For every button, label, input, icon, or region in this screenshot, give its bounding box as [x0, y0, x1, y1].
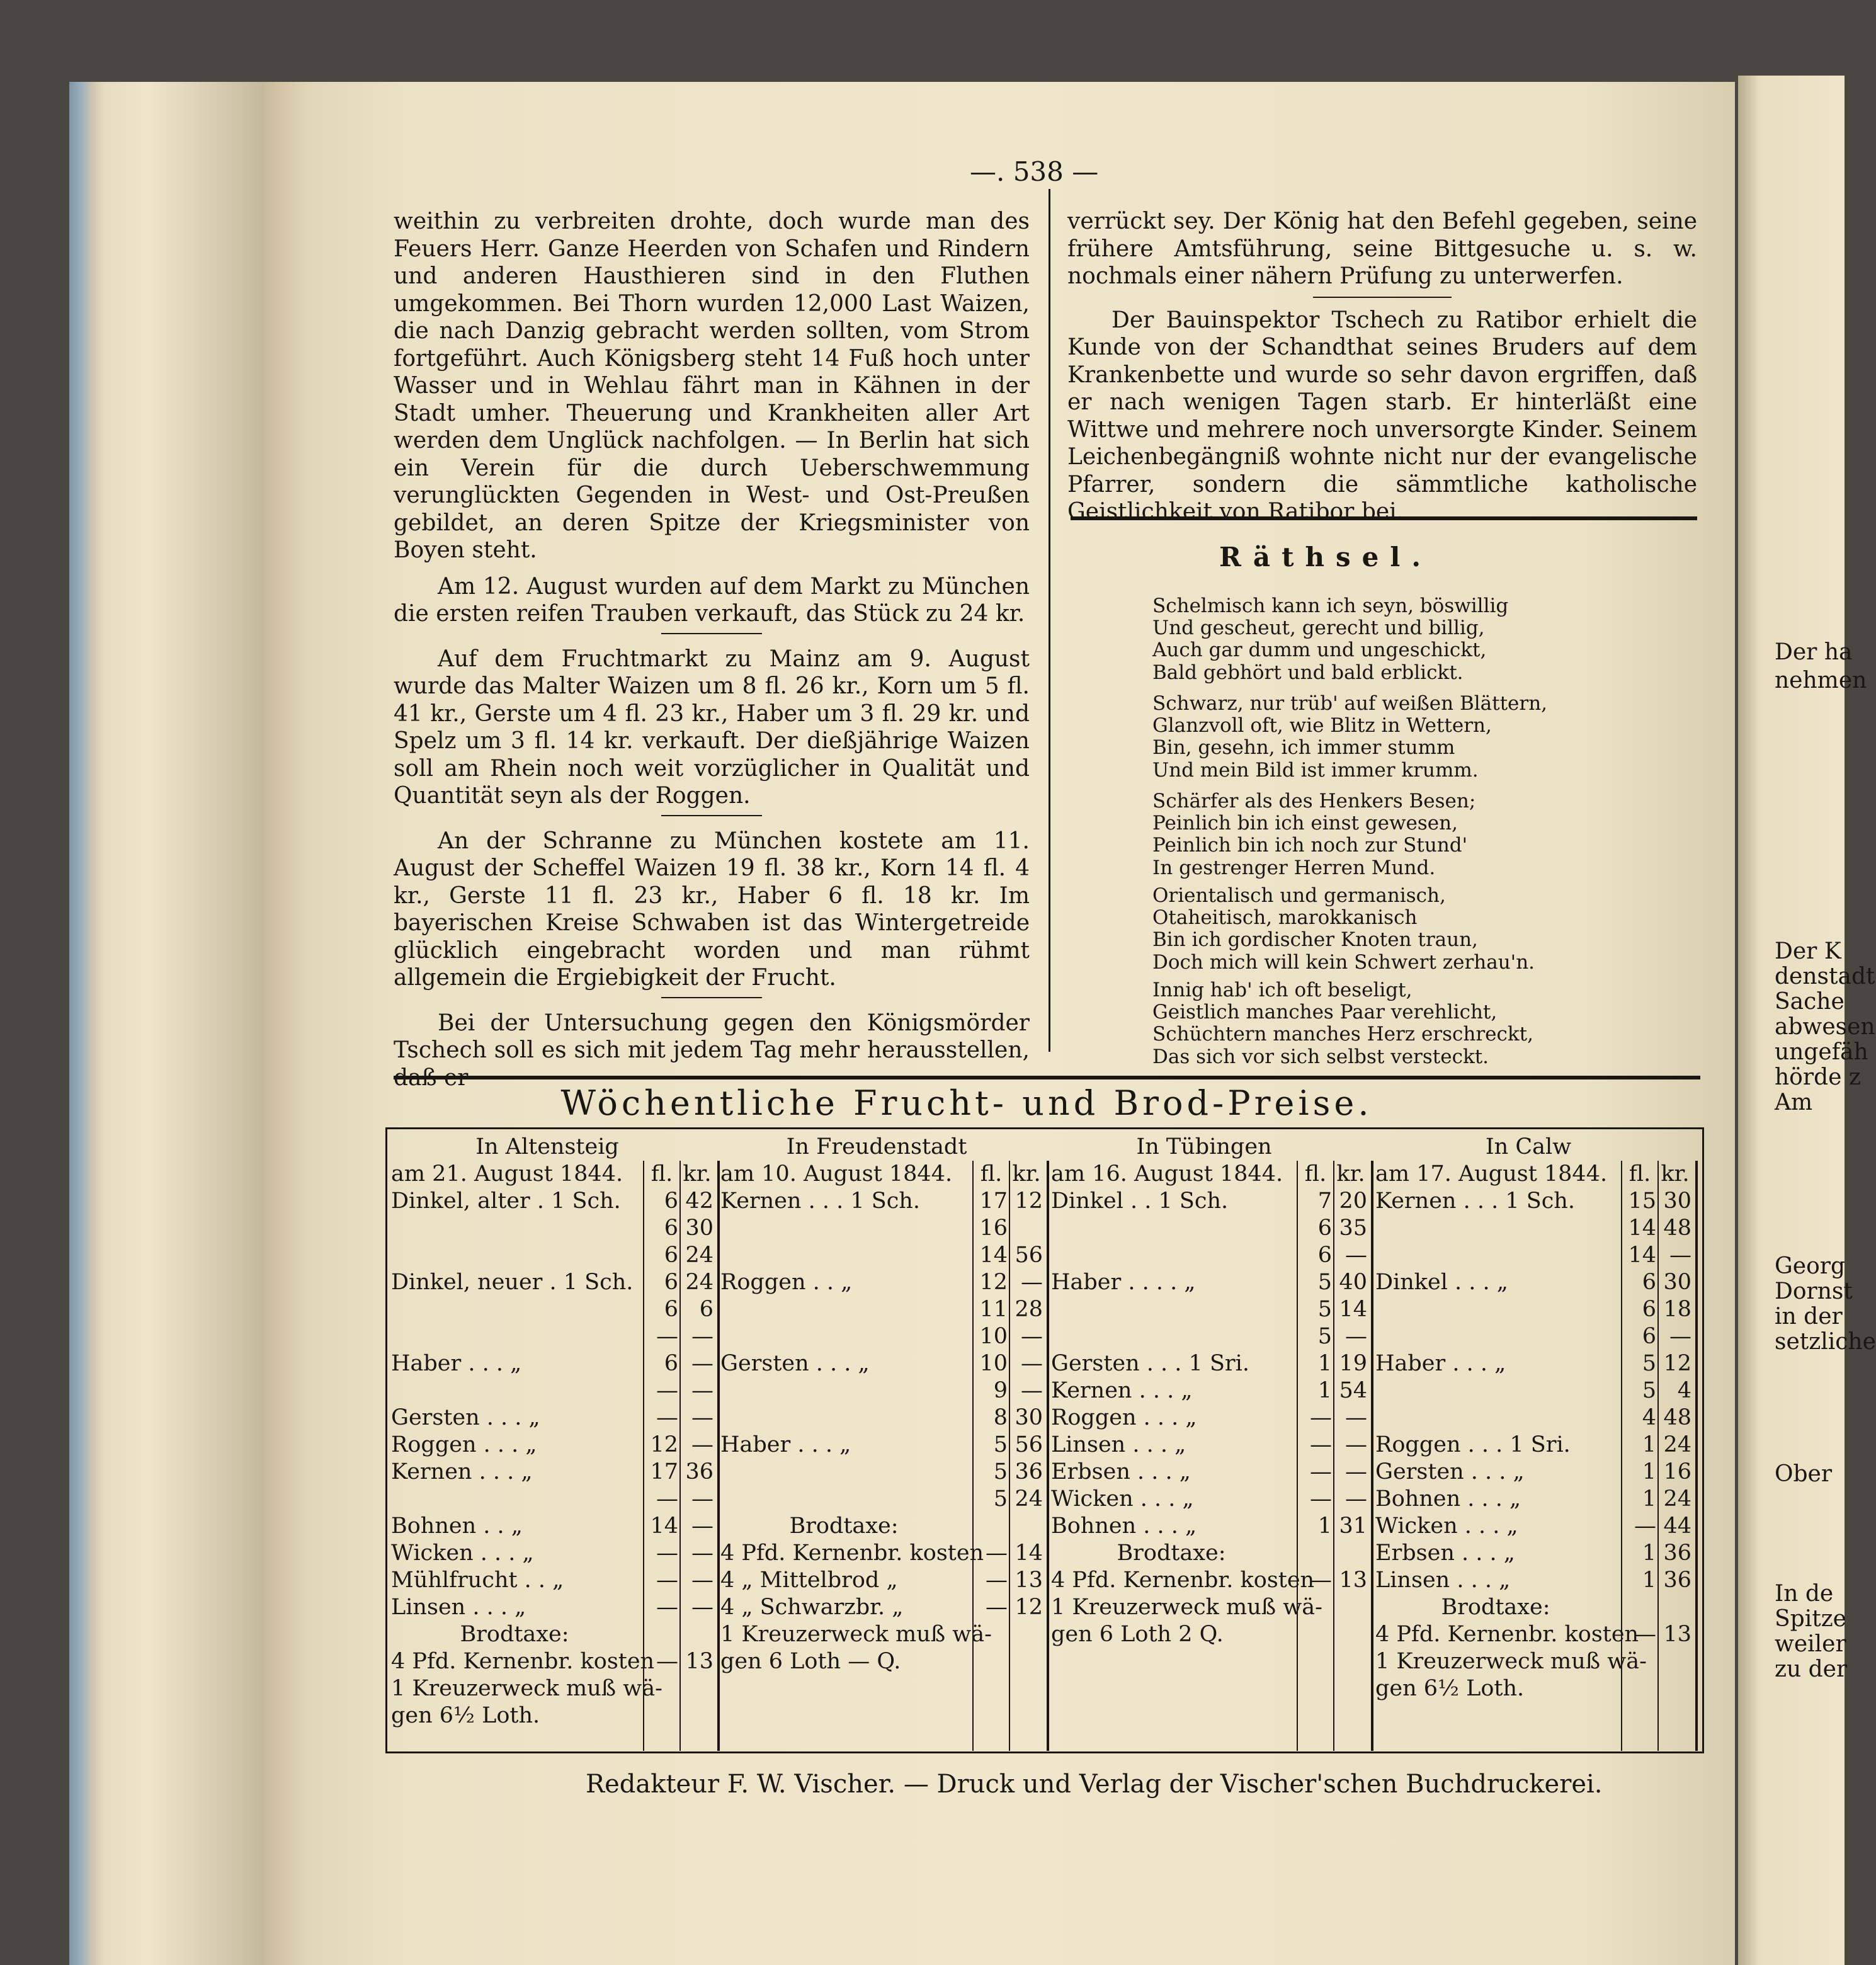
price-row-label: Roggen . . „ — [720, 1270, 853, 1295]
price-fl: 6 — [1642, 1297, 1656, 1322]
facing-page-fragment: denstadt — [1775, 964, 1875, 989]
price-fl: 1 — [1642, 1568, 1656, 1593]
price-kr: 30 — [1663, 1188, 1691, 1214]
facing-page-fragment: hörde z — [1775, 1064, 1861, 1090]
price-kr: 48 — [1663, 1405, 1691, 1430]
facing-page-fragment: Spitze — [1775, 1606, 1846, 1632]
price-kr: — — [691, 1432, 713, 1457]
price-row-label: Haber . . . „ — [720, 1432, 851, 1457]
table-title: Wöchentliche Frucht- und Brod-Preise. — [560, 1083, 1373, 1123]
price-row-label: Erbsen . . . „ — [1051, 1459, 1191, 1484]
verse-line: In gestrenger Herren Mund. — [1152, 856, 1436, 879]
section-date: am 10. August 1844. — [720, 1161, 953, 1187]
price-fl: 1 — [1642, 1459, 1656, 1484]
brodtaxe-row-label: 1 Kreuzerweck muß wä- — [1375, 1649, 1647, 1674]
price-row-label: Linsen . . . „ — [1375, 1568, 1511, 1593]
price-row-label: Haber . . . . „ — [1051, 1270, 1196, 1295]
facing-page-fragment: Der ha — [1775, 639, 1853, 665]
kr-header: kr. — [1661, 1161, 1690, 1187]
table-column-rule — [1695, 1161, 1698, 1751]
price-fl: — — [1310, 1459, 1332, 1484]
price-fl: 6 — [664, 1188, 678, 1214]
brodtaxe-row-label: gen 6½ Loth. — [1375, 1676, 1525, 1701]
facing-page-fragment: in der — [1775, 1304, 1843, 1330]
facing-page-fragment: Georg — [1775, 1253, 1845, 1279]
price-fl: 6 — [1642, 1324, 1656, 1349]
price-kr: 36 — [1663, 1568, 1691, 1593]
column-divider — [1049, 189, 1050, 1052]
price-fl: 14 — [1628, 1216, 1656, 1241]
price-fl: 5 — [993, 1432, 1008, 1457]
price-kr: 20 — [1339, 1188, 1367, 1214]
facing-page-fragment: ungefäh — [1775, 1039, 1868, 1065]
section-place: In Freudenstadt — [786, 1134, 967, 1159]
facing-page-fragment: nehmen — [1775, 668, 1867, 693]
price-kr: — — [691, 1405, 713, 1430]
price-kr: — — [1021, 1324, 1043, 1349]
facing-page-fragment: weiler — [1775, 1631, 1846, 1657]
price-fl: — — [656, 1324, 678, 1349]
price-kr: 12 — [1663, 1351, 1691, 1376]
verse-line: Bald gebhört und bald erblickt. — [1152, 661, 1464, 684]
verse-line: Geistlich manches Paar verehlicht, — [1152, 1001, 1498, 1024]
price-fl: 6 — [664, 1351, 678, 1376]
price-kr: 13 — [1339, 1568, 1367, 1593]
article-munich-grapes: Am 12. August wurden auf dem Markt zu München die ersten reifen Trauben verkauft, das Stück zu 24 kr. — [394, 573, 1030, 627]
price-kr: — — [691, 1351, 713, 1376]
verse-line: Auch gar dumm und ungeschickt, — [1152, 639, 1487, 662]
price-fl: 6 — [1317, 1216, 1332, 1241]
price-fl: 5 — [1317, 1324, 1332, 1349]
facing-page-fragment: Sache — [1775, 989, 1845, 1015]
price-kr: 30 — [1663, 1270, 1691, 1295]
page-number: —. 538 — — [970, 156, 1099, 187]
section-place: In Altensteig — [475, 1134, 619, 1159]
price-kr: — — [691, 1324, 713, 1349]
price-kr: 31 — [1339, 1513, 1367, 1539]
book-edge-left — [69, 82, 264, 1965]
price-kr: — — [1669, 1243, 1691, 1268]
price-kr: — — [1345, 1405, 1367, 1430]
article-floods: weithin zu verbreiten drohte, doch wurde man des Feuers Herr. Ganze Heerden von Schafen und Rindern und anderen Hausthieren sind in den Fluthen umgekommen. Bei Thorn wurden 12,000 Last Waizen, die nach Danzig gebracht werden sollten, vom Strom fortgeführt. Auch Königsberg steht 14 Fuß hoch unter Wasser und in Wehlau fährt man in Kähnen in der Stadt umher. Theuerung und Krankheiten aller Art werden dem Unglück nachfolgen. — In Berlin hat sich ein Verein für die durch Ueberschwemmung verunglückten Gegenden in West- und Ost-Preußen gebildet, an deren Spitze der Kriegsminister von Boyen steht. — [394, 208, 1030, 563]
price-fl: 17 — [650, 1459, 678, 1484]
price-row-label: Bohnen . . . „ — [1051, 1513, 1197, 1539]
brodtaxe-row-label: 1 Kreuzerweck muß wä- — [1051, 1595, 1322, 1620]
price-fl: 15 — [1628, 1188, 1656, 1214]
verse-line: Orientalisch und germanisch, — [1152, 884, 1446, 907]
price-fl: 8 — [993, 1405, 1008, 1430]
price-kr: 18 — [1663, 1297, 1691, 1322]
facing-page-fragment: Der K — [1775, 938, 1841, 964]
price-fl: 5 — [1317, 1297, 1332, 1322]
price-row-label: Roggen . . . 1 Sri. — [1375, 1432, 1571, 1457]
price-kr: 6 — [699, 1297, 713, 1322]
separator — [661, 997, 762, 998]
brodtaxe-row-label: 4 Pfd. Kernenbr. kosten — [1375, 1622, 1639, 1647]
price-fl: 14 — [650, 1513, 678, 1539]
price-fl: — — [986, 1568, 1008, 1593]
section-date: am 16. August 1844. — [1051, 1161, 1283, 1187]
price-row-label: Erbsen . . . „ — [1375, 1541, 1515, 1566]
price-kr: 30 — [1015, 1405, 1043, 1430]
price-fl: 14 — [979, 1243, 1008, 1268]
price-kr: — — [1021, 1351, 1043, 1376]
price-fl: 6 — [664, 1243, 678, 1268]
brodtaxe-row-label: gen 6½ Loth. — [391, 1703, 540, 1728]
price-fl: 10 — [979, 1324, 1008, 1349]
section-date: am 21. August 1844. — [391, 1161, 623, 1187]
price-row-label: Roggen . . . „ — [1051, 1405, 1197, 1430]
price-kr: 24 — [1663, 1486, 1691, 1512]
price-row-label: Haber . . . „ — [1375, 1351, 1506, 1376]
price-fl: 17 — [979, 1188, 1008, 1214]
price-fl: 6 — [664, 1216, 678, 1241]
price-kr: — — [1021, 1378, 1043, 1403]
raetsel-stanza-1 — [1152, 595, 1508, 684]
verse-line: Otaheitisch, marokkanisch — [1152, 906, 1418, 930]
price-kr: 35 — [1339, 1216, 1367, 1241]
verse-line: Innig hab' ich oft beseligt, — [1152, 979, 1413, 1001]
price-fl: 1 — [1642, 1541, 1656, 1566]
section-date: am 17. August 1844. — [1375, 1161, 1608, 1187]
price-fl: — — [656, 1541, 678, 1566]
price-row-label: Haber . . . „ — [391, 1351, 522, 1376]
brodtaxe-title: Brodtaxe: — [1117, 1541, 1226, 1566]
price-row-label: Gersten . . . 1 Sri. — [1051, 1351, 1249, 1376]
price-fl: — — [1310, 1568, 1332, 1593]
fl-header: fl. — [980, 1161, 1003, 1187]
verse-line: Und gescheut, gerecht und billig, — [1152, 617, 1485, 640]
price-kr: 13 — [1663, 1622, 1691, 1647]
price-row-label: Mühlfrucht . . „ — [391, 1568, 564, 1593]
price-kr: 24 — [685, 1270, 713, 1295]
table-column-rule — [1371, 1161, 1373, 1751]
kr-header: kr. — [1336, 1161, 1365, 1187]
brodtaxe-row-label: 4 „ Schwarzbr. „ — [720, 1595, 904, 1620]
raetsel-stanza-2 — [1152, 693, 1547, 782]
price-fl: 7 — [1317, 1188, 1332, 1214]
price-fl: 10 — [979, 1351, 1008, 1376]
table-column-rule — [679, 1161, 681, 1751]
price-row-label: Wicken . . . „ — [1375, 1513, 1518, 1539]
price-fl: 6 — [1317, 1243, 1332, 1268]
verse-line: Bin, gesehn, ich immer stumm — [1152, 736, 1455, 760]
price-fl: — — [656, 1568, 678, 1593]
price-fl: 6 — [664, 1270, 678, 1295]
article-bauinspektor: Der Bauinspektor Tschech zu Ratibor erhielt die Kunde von der Schandthat seines Bruders auf dem Krankenbette und wurde so sehr davon ergriffen, daß er nach wenigen Tagen starb. Er hinterläßt eine Wittwe und mehrere noch unversorgte Kinder. Seinem Leichenbegängniß wohnte nicht nur der evangelische Pfarrer, sondern die sämmtliche katholische Geistlichkeit von Ratibor bei. — [1067, 307, 1697, 525]
raetsel-stanza-3 — [1152, 790, 1475, 879]
price-fl: 5 — [1642, 1351, 1656, 1376]
price-kr: 40 — [1339, 1270, 1367, 1295]
price-fl: — — [656, 1378, 678, 1403]
price-fl: 1 — [1642, 1486, 1656, 1512]
facing-page-fragment: abwesen — [1775, 1014, 1875, 1040]
price-row-label: Linsen . . . „ — [391, 1595, 526, 1620]
price-fl: — — [1310, 1486, 1332, 1512]
price-row-label: Dinkel . . . „ — [1375, 1270, 1508, 1295]
price-kr: — — [691, 1595, 713, 1620]
brodtaxe-title: Brodtaxe: — [460, 1622, 569, 1647]
price-fl: 1 — [1317, 1513, 1332, 1539]
price-row-label: Roggen . . . „ — [391, 1432, 537, 1457]
price-fl: 14 — [1628, 1243, 1656, 1268]
price-kr: — — [691, 1378, 713, 1403]
price-fl: 1 — [1317, 1351, 1332, 1376]
price-kr: — — [1345, 1324, 1367, 1349]
price-kr: 24 — [685, 1243, 713, 1268]
table-column-rule — [1657, 1161, 1659, 1751]
brodtaxe-row-label: gen 6 Loth 2 Q. — [1051, 1622, 1224, 1647]
price-kr: — — [1345, 1432, 1367, 1457]
price-row-label: Gersten . . . „ — [1375, 1459, 1525, 1484]
price-kr: 42 — [685, 1188, 713, 1214]
price-fl: 6 — [1642, 1270, 1656, 1295]
price-row-label: Kernen . . . 1 Sch. — [720, 1188, 920, 1214]
verse-line: Bin ich gordischer Knoten traun, — [1152, 928, 1478, 952]
price-kr: 12 — [1015, 1188, 1043, 1214]
price-fl: 1 — [1317, 1378, 1332, 1403]
price-fl: — — [986, 1541, 1008, 1566]
facing-page-fragment: In de — [1775, 1581, 1834, 1607]
verse-line: Schwarz, nur trüb' auf weißen Blättern, — [1152, 692, 1548, 715]
table-column-rule — [972, 1161, 974, 1751]
table-column-rule — [1009, 1161, 1010, 1751]
kr-header: kr. — [683, 1161, 712, 1187]
brodtaxe-row-label: 1 Kreuzerweck muß wä- — [720, 1622, 992, 1647]
price-kr: 14 — [1339, 1297, 1367, 1322]
price-kr: 14 — [1015, 1541, 1043, 1566]
price-kr: 36 — [1015, 1459, 1043, 1484]
verse-line: Schüchtern manches Herz erschreckt, — [1152, 1023, 1533, 1046]
price-fl: — — [656, 1486, 678, 1512]
fl-header: fl. — [651, 1161, 673, 1187]
price-fl: 9 — [993, 1378, 1008, 1403]
price-kr: — — [691, 1568, 713, 1593]
verse-line: Das sich vor sich selbst versteckt. — [1152, 1045, 1489, 1068]
raetsel-rule — [1071, 516, 1697, 520]
price-kr: 54 — [1339, 1378, 1367, 1403]
price-row-label: Kernen . . . „ — [391, 1459, 533, 1484]
price-row-label: Dinkel . . 1 Sch. — [1051, 1188, 1229, 1214]
facing-page-fragment: setzliche — [1775, 1329, 1876, 1355]
fl-header: fl. — [1629, 1161, 1651, 1187]
price-kr: 4 — [1677, 1378, 1691, 1403]
table-column-rule — [1621, 1161, 1622, 1751]
price-kr: 12 — [1015, 1595, 1043, 1620]
footer-imprint: Redakteur F. W. Vischer. — Druck und Verlag der Vischer'schen Buchdruckerei. — [586, 1770, 1603, 1799]
facing-page-fragment: Ober — [1775, 1461, 1833, 1487]
section-place: In Tübingen — [1136, 1134, 1272, 1159]
price-fl: 4 — [1642, 1405, 1656, 1430]
price-fl: 5 — [1642, 1378, 1656, 1403]
price-row-label: Bohnen . . . „ — [1375, 1486, 1521, 1512]
table-top-rule — [394, 1076, 1700, 1079]
section-place: In Calw — [1485, 1134, 1572, 1159]
verse-line: Glanzvoll oft, wie Blitz in Wettern, — [1152, 714, 1492, 738]
price-kr: 36 — [1663, 1541, 1691, 1566]
kr-header: kr. — [1012, 1161, 1041, 1187]
raetsel-stanza-4 — [1152, 885, 1535, 974]
price-row-label: Wicken . . . „ — [391, 1541, 534, 1566]
price-row-label: Gersten . . . „ — [720, 1351, 870, 1376]
price-kr: 44 — [1663, 1513, 1691, 1539]
brodtaxe-row-label: 4 Pfd. Kernenbr. kosten — [1051, 1568, 1315, 1593]
right-column — [1067, 208, 1697, 526]
price-fl: — — [1634, 1513, 1656, 1539]
price-row-label: Gersten . . . „ — [391, 1405, 540, 1430]
separator — [1313, 297, 1452, 298]
verse-line: Und mein Bild ist immer krumm. — [1152, 758, 1479, 782]
facing-page-fragment: Dornst — [1775, 1279, 1853, 1304]
price-fl: — — [656, 1649, 678, 1674]
raetsel-title: Räthsel. — [1219, 542, 1432, 572]
price-fl: 5 — [1317, 1270, 1332, 1295]
brodtaxe-row-label: 4 „ Mittelbrod „ — [720, 1568, 898, 1593]
price-fl: — — [656, 1405, 678, 1430]
price-fl: — — [1634, 1622, 1656, 1647]
price-fl: — — [656, 1595, 678, 1620]
price-fl: 6 — [664, 1297, 678, 1322]
price-kr: — — [1345, 1243, 1367, 1268]
verse-line: Peinlich bin ich noch zur Stund' — [1152, 834, 1468, 857]
verse-line: Doch mich will kein Schwert zerhau'n. — [1152, 950, 1535, 974]
article-tschech: Bei der Untersuchung gegen den Königsmörder Tschech soll es sich mit jedem Tag mehr herausstellen, daß er — [394, 1010, 1030, 1091]
price-kr: 56 — [1015, 1432, 1043, 1457]
brodtaxe-row-label: gen 6 Loth — Q. — [720, 1649, 901, 1674]
price-row-label: Dinkel, alter . 1 Sch. — [391, 1188, 621, 1214]
separator — [661, 633, 762, 634]
price-fl: — — [1310, 1405, 1332, 1430]
price-kr: — — [1345, 1459, 1367, 1484]
price-row-label: Linsen . . . „ — [1051, 1432, 1186, 1457]
brodtaxe-row-label: 1 Kreuzerweck muß wä- — [391, 1676, 662, 1701]
price-kr: — — [691, 1486, 713, 1512]
separator — [661, 815, 762, 816]
price-fl: 12 — [979, 1270, 1008, 1295]
table-column-rule — [643, 1161, 644, 1751]
price-row-label: Kernen . . . 1 Sch. — [1375, 1188, 1575, 1214]
price-fl: 1 — [1642, 1432, 1656, 1457]
fl-header: fl. — [1304, 1161, 1327, 1187]
price-row-label: Wicken . . . „ — [1051, 1486, 1194, 1512]
price-kr: 19 — [1339, 1351, 1367, 1376]
price-kr: — — [691, 1541, 713, 1566]
table-column-rule — [1047, 1161, 1049, 1751]
table-column-rule — [1297, 1161, 1298, 1751]
price-kr: 13 — [685, 1649, 713, 1674]
facing-page-fragment: Am — [1775, 1090, 1813, 1115]
price-kr: 13 — [1015, 1568, 1043, 1593]
price-kr: 56 — [1015, 1243, 1043, 1268]
raetsel-stanza-5 — [1152, 979, 1533, 1068]
price-kr: — — [691, 1513, 713, 1539]
price-fl: 12 — [650, 1432, 678, 1457]
table-column-rule — [717, 1161, 720, 1751]
brodtaxe-title: Brodtaxe: — [1441, 1595, 1550, 1620]
verse-line: Peinlich bin ich einst gewesen, — [1152, 812, 1458, 835]
price-kr: 28 — [1015, 1297, 1043, 1322]
left-column — [394, 208, 1030, 1091]
price-kr: 30 — [685, 1216, 713, 1241]
price-fl: 5 — [993, 1486, 1008, 1512]
brodtaxe-title: Brodtaxe: — [789, 1513, 899, 1539]
price-kr: 36 — [685, 1459, 713, 1484]
facing-page-fragment: zu der — [1775, 1656, 1848, 1682]
price-kr: — — [1345, 1486, 1367, 1512]
price-kr: — — [1021, 1270, 1043, 1295]
price-fl: 16 — [979, 1216, 1008, 1241]
price-row-label: Dinkel, neuer . 1 Sch. — [391, 1270, 634, 1295]
price-fl: — — [1310, 1432, 1332, 1457]
article-munich-schranne: An der Schranne zu München kostete am 11. August der Scheffel Waizen 19 fl. 38 kr., Korn 14 fl. 4 kr., Gerste 11 fl. 23 kr., Haber 6 fl. 18 kr. Im bayerischen Kreise Schwaben ist das Wintergetreide glücklich eingebracht worden und man rühmt allgemein die Ergiebigkeit der Frucht. — [394, 828, 1030, 991]
price-row-label: Kernen . . . „ — [1051, 1378, 1193, 1403]
article-tschech-cont: verrückt sey. Der König hat den Befehl gegeben, seine frühere Amtsführung, seine Bittgesuche u. s. w. nochmals einer nähern Prüfung zu unterwerfen. — [1067, 208, 1697, 289]
price-kr: 16 — [1663, 1459, 1691, 1484]
price-kr: 48 — [1663, 1216, 1691, 1241]
verse-line: Schärfer als des Henkers Besen; — [1152, 790, 1476, 812]
price-kr: 24 — [1663, 1432, 1691, 1457]
price-kr: — — [1669, 1324, 1691, 1349]
price-row-label: Bohnen . . „ — [391, 1513, 523, 1539]
price-fl: — — [986, 1595, 1008, 1620]
brodtaxe-row-label: 4 Pfd. Kernenbr. kosten — [391, 1649, 655, 1674]
price-kr: 24 — [1015, 1486, 1043, 1512]
article-mainz-market: Auf dem Fruchtmarkt zu Mainz am 9. August wurde das Malter Waizen um 8 fl. 26 kr., Korn um 5 fl. 41 kr., Gerste um 4 fl. 23 kr., Haber um 3 fl. 29 kr. und Spelz um 3 fl. 14 kr. verkauft. Der dießjährige Waizen soll am Rhein noch weit vorzüglicher in Qualität und Quantität seyn als der Roggen. — [394, 646, 1030, 809]
price-fl: 11 — [979, 1297, 1008, 1322]
table-column-rule — [1333, 1161, 1334, 1751]
verse-line: Schelmisch kann ich seyn, böswillig — [1152, 595, 1509, 617]
price-fl: 5 — [993, 1459, 1008, 1484]
brodtaxe-row-label: 4 Pfd. Kernenbr. kosten — [720, 1541, 984, 1566]
